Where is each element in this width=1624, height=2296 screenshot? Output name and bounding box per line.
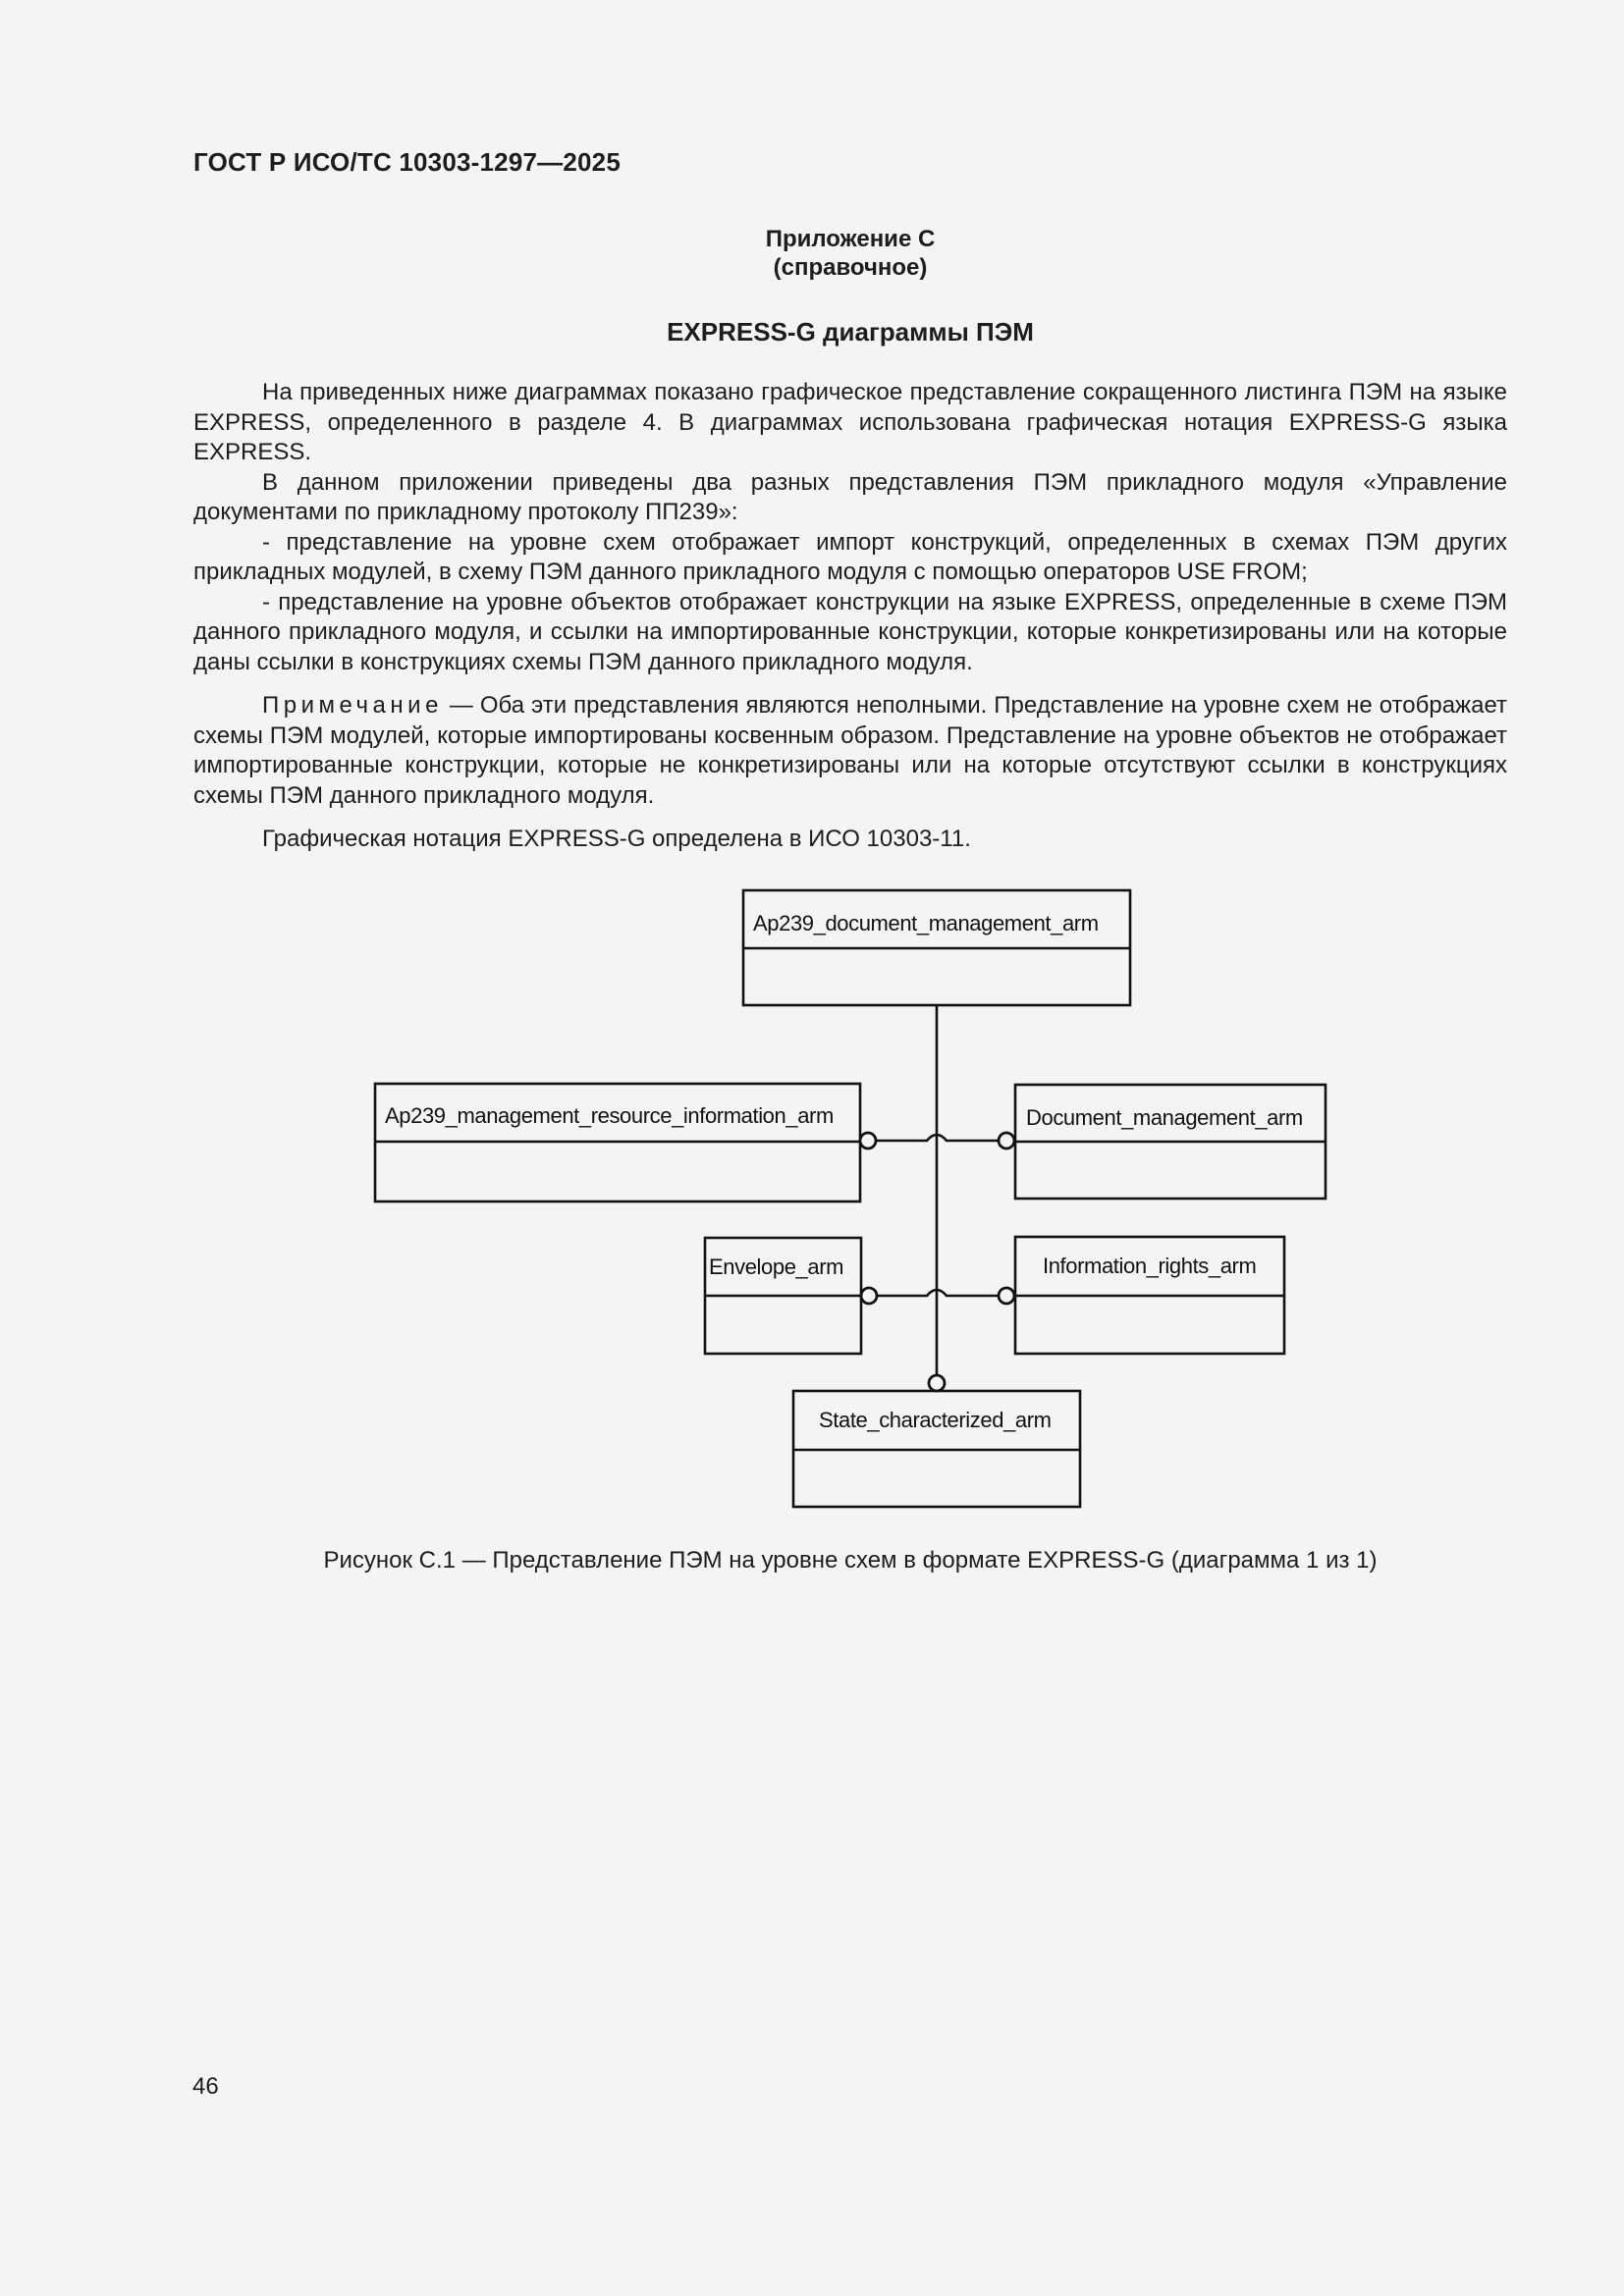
box-left-top-label: Ap239_management_resource_information_arm <box>385 1103 834 1128</box>
figure-caption: Рисунок С.1 — Представление ПЭМ на уровне схем в формате EXPRESS-G (диаграмма 1 из 1) <box>323 1547 1378 1574</box>
paragraph-entity-level: - представление на уровне объектов отображает конструкции на языке EXPRESS, определенные в схеме ПЭМ данного прикладного модуля, и ссылки на импортированные конструкции, которые конкретизированы или на которые даны ссылки в конструкциях схемы ПЭМ данного прикладного модуля. <box>193 588 1507 675</box>
appendix-title: Приложение С <box>765 226 936 252</box>
box-root-label: Ap239_document_management_arm <box>753 911 1099 935</box>
box-right-mid-label: Information_rights_arm <box>1043 1254 1257 1278</box>
section-title: EXPRESS-G диаграммы ПЭМ <box>667 317 1034 347</box>
connector-circle <box>929 1375 945 1391</box>
connector-circle <box>861 1288 877 1304</box>
paragraph-schema-level: - представление на уровне схем отображает импорт конструкций, определенных в схемах ПЭМ других прикладных модулей, в схему ПЭМ данного прикладного модуля с помощью операторов USE FROM; <box>193 528 1507 585</box>
connector-circle <box>999 1133 1014 1148</box>
box-left-mid-label: Envelope_arm <box>709 1255 844 1279</box>
paragraph-intro: На приведенных ниже диаграммах показано графическое представление сокращенного листинга ПЭМ на языке EXPRESS, определенного в разделе 4. В диаграммах использована графическая нотация EXPRESS-G языка EXPRESS. <box>193 379 1507 465</box>
note-text: — Оба эти представления являются неполными. Представление на уровне схем не отображает схемы ПЭМ модулей, которые импортированы косвенным образом. Представление на уровне объектов не отображает импортированные конструкции, которые не конкретизированы или на которые отсутствуют ссылки в конструкциях схемы ПЭМ данного прикладного модуля. <box>193 692 1507 809</box>
box-right-top-label: Document_management_arm <box>1026 1105 1303 1130</box>
note-label: Примечание <box>262 692 443 719</box>
box-bottom-label: State_characterized_arm <box>819 1408 1052 1432</box>
document-header: ГОСТ Р ИСО/ТС 10303-1297—2025 <box>193 147 622 177</box>
connector-circle <box>999 1288 1014 1304</box>
page-number: 46 <box>192 2073 219 2100</box>
paragraph-notation: Графическая нотация EXPRESS-G определена в ИСО 10303-11. <box>262 826 971 852</box>
paragraph-representations: В данном приложении приведены два разных представления ПЭМ прикладного модуля «Управление документами по прикладному протоколу ПП239»: <box>193 468 1507 525</box>
appendix-subtitle: (справочное) <box>773 254 928 281</box>
connector-circle <box>860 1133 876 1148</box>
